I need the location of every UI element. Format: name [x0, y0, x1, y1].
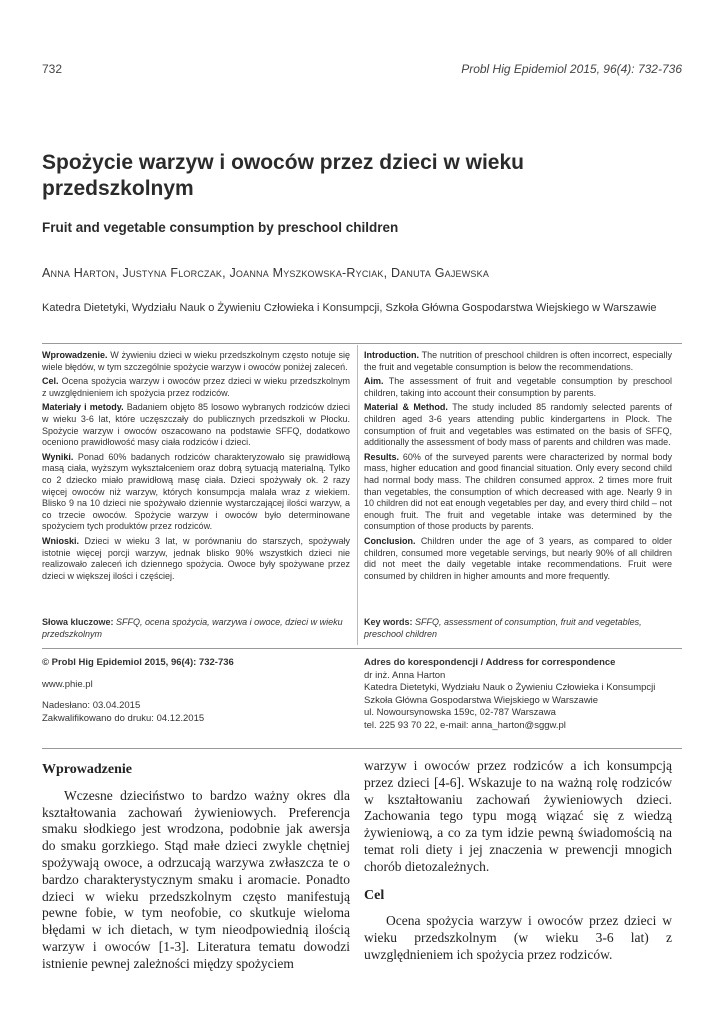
- abstract-bottom-rule: [42, 648, 682, 649]
- correspondence-heading: Adres do korespondencji / Address for correspondence: [364, 657, 616, 668]
- copyright-line: © Probl Hig Epidemiol 2015, 96(4): 732-736: [42, 657, 234, 668]
- abstract-top-rule: [42, 343, 682, 344]
- authors: Anna Harton, Justyna Florczak, Joanna Myszkowska-Ryciak, Danuta Gajewska: [42, 266, 490, 280]
- article-title-pl: Spożycie warzyw i owoców przez dzieci w wieku przedszkolnym: [42, 151, 524, 200]
- abstract-pl-aim: Cel. Ocena spożycia warzyw i owoców przez dzieci w wieku przedszkolnym z uwzględnieniem ich spożycia przez rodziców.: [42, 376, 350, 398]
- section-heading-intro: Wprowadzenie: [42, 762, 132, 777]
- intro-continuation: warzyw i owoców przez rodziców a ich konsumpcją przez dzieci [4-6]. Wskazuje to na ważną rolę rodziców w kształtowaniu zachowań żywieniowych dzieci. Zachowania tego typu mogą wiązać się z wiedzą żywieniową, a co za tym idzie pewną świadomością na temat roli diety i jej znaczenia w prewencji mnogich chorób dietozależnych.: [364, 758, 672, 874]
- meta-bottom-rule: [42, 748, 682, 749]
- keywords-en: Key words: SFFQ, assessment of consumption, fruit and vegetables, preschool children: [364, 617, 642, 639]
- aim-paragraph: Ocena spożycia warzyw i owoców przez dzieci w wieku przedszkolnym (w wieku 3-6 lat) z uwzględnieniem ich spożycia przez rodziców.: [364, 913, 672, 962]
- keywords-pl: Słowa kluczowe: SFFQ, ocena spożycia, warzywa i owoce, dzieci w wieku przedszkolnym: [42, 617, 343, 639]
- page-number: 732: [42, 62, 63, 76]
- received-date: Nadesłano: 03.04.2015: [42, 700, 141, 711]
- abstract-en-aim: Aim. The assessment of fruit and vegetable consumption by preschool children, taking into account their consumption by parents.: [364, 376, 672, 398]
- abstract-en-results: Results. 60% of the surveyed parents were characterized by normal body mass, higher education and good financial situation. Only every second child had normal body mass. The children consumed approx. 2 times more fruit than vegetables, the consumption of which decreased with age. Nearly 9 in 10 children did not eat enough vegetables per day, and every third child – not enough fruit. The fruit and vegetable intake was determined by the consumption of those products by parents.: [364, 451, 672, 532]
- correspondence-line: dr inż. Anna Harton: [364, 669, 446, 681]
- journal-website[interactable]: www.phie.pl: [42, 678, 93, 690]
- abstract-pl-intro: Wprowadzenie. W żywieniu dzieci w wieku przedszkolnym często notuje się wiele błędów, w tym szczególnie spożycie warzyw i owoców poniżej zaleceń.: [42, 350, 350, 372]
- article-meta: [42, 657, 342, 725]
- affiliation: Katedra Dietetyki, Wydziału Nauk o Żywieniu Człowieka i Konsumpcji, Szkoła Główna Gospodarstwa Wiejskiego w Warszawie: [42, 302, 657, 314]
- correspondence-line: Katedra Dietetyki, Wydziału Nauk o Żywieniu Człowieka i Konsumpcji: [364, 682, 656, 693]
- abstract-en-intro: Introduction. The nutrition of preschool children is often incorrect, especially the fruit and vegetable consumption is below the recommendations.: [364, 350, 673, 372]
- body-column-right: [364, 758, 672, 964]
- body-column-left: [42, 762, 350, 973]
- abstract-pl-results: Wyniki. Ponad 60% badanych rodziców charakteryzowało się prawidłową masą ciała, wyższym wykształceniem oraz dobrą sytuacją materialną. Tylko co 2 dziecko miało prawidłową masę ciała. Dzieci spożywały ok. 2 razy więcej owoców niż warzyw, których konsumpcja malała wraz z wiekiem. Blisko 9 na 10 dzieci nie spożywało dziennie wystarczającej ilości warzyw, a co trzecie owoców. Spożycie warzyw i owoców było determinowane spożyciem tych produktów przez rodziców.: [42, 451, 350, 532]
- correspondence: [364, 657, 684, 732]
- abstract-pl-methods: Materiały i metody. Badaniem objęto 85 losowo wybranych rodziców dzieci w wieku 3-6 lat, które uczęszczały do publicznych przedszkoli w Płocku. Spożycie warzyw i owoców oszacowano na podstawie SFFQ, dodatkowo oceniono prawidłowość masy ciała rodziców i dzieci.: [42, 402, 351, 448]
- abstract-en: [364, 350, 672, 585]
- journal-reference: Probl Hig Epidemiol 2015, 96(4): 732-736: [461, 62, 682, 76]
- abstract-pl: [42, 350, 350, 585]
- correspondence-line: Szkoła Główna Gospodarstwa Wiejskiego w Warszawie: [364, 694, 599, 706]
- abstract-en-methods: Material & Method. The study included 85 randomly selected parents of children aged 3-6 years attending public kindergartens in Plock. The consumption of fruit and vegetables was estimated on the basis of SFFQ, additionally the assessment of body mass of parents and children was made.: [364, 402, 673, 448]
- intro-paragraph: Wczesne dzieciństwo to bardzo ważny okres dla kształtowania zachowań żywieniowych. Preferencja smaku słodkiego jest wrodzona, podobnie jak awersja do smaku gorzkiego. Stąd małe dzieci zwykle chętniej spożywają owoce, a odrzucają warzywa zwłaszcza te o bardzo charakterystycznym smaku i aromacie. Ponadto dzieci w wieku przedszkolnym często manifestują pewne fobie, w tym neofobie, co skutkuje wieloma błędami w ich dietach, w tym nieodpowiednią ilością warzyw i owoców [1-3]. Literatura tematu dowodzi istnienie pewnej zależności między spożyciem: [42, 787, 350, 971]
- correspondence-line: tel. 225 93 70 22, e-mail: anna_harton@sggw.pl: [364, 719, 566, 731]
- abstract-en-conclusion: Conclusion. Children under the age of 3 years, as compared to older children, consumed more vegetable servings, but nearly 90% of all children did not meet the daily vegetable intake recommendations. Fruit were consumed by children in higher amounts and more frequently.: [364, 535, 672, 581]
- abstract-column-divider: [357, 345, 358, 645]
- correspondence-line: ul. Nowoursynowska 159c, 02-787 Warszawa: [364, 707, 556, 718]
- section-heading-aim: Cel: [364, 887, 385, 903]
- abstract-pl-conclusions: Wnioski. Dzieci w wieku 3 lat, w porównaniu do starszych, spożywały istotnie więcej porcji warzyw, jednak blisko 90% wszystkich dzieci nie realizowało zaleceń ich dziennego spożycia. Owoce były spożywane przez dzieci w większej ilości i częściej.: [42, 535, 350, 581]
- accepted-date: Zakwalifikowano do druku: 04.12.2015: [42, 712, 205, 724]
- article-title-en: Fruit and vegetable consumption by preschool children: [42, 220, 399, 235]
